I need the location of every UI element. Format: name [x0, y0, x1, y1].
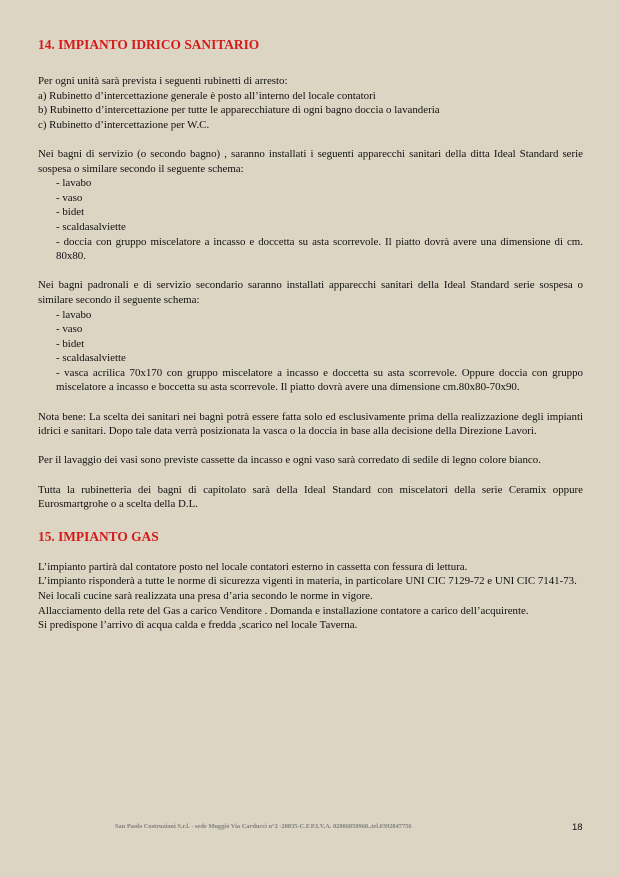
section-gas-system	[38, 528, 583, 633]
section-title-water: 14. IMPIANTO IDRICO SANITARIO	[38, 37, 260, 52]
page-number: 18	[572, 822, 583, 833]
footer-company-info: San Paolo Costruzioni S.r.l. - sede Muggiò Via Carducci n°2 -20835-C.F.P.I.V.A. 02806850968..tel.0392847756	[115, 823, 412, 830]
taps-paragraph: Tutta la rubinetteria dei bagni di capitolato sarà della Ideal Standard con miscelatori della serie Ceramix oppure Eurosmartgrohe o a scelta della D.L.	[38, 483, 583, 511]
gas-line: Nei locali cucine sarà realizzata una presa d’aria secondo le norme in vigore.	[38, 590, 373, 602]
valves-block	[38, 74, 583, 132]
list-item: - scaldasalviette	[56, 352, 126, 365]
list-item: - vaso	[56, 323, 83, 336]
page-content	[38, 36, 583, 633]
note-paragraph: Nota bene: La scelta dei sanitari nei bagni potrà essere fatta solo ed esclusivamente prima della realizzazione degli impianti idrici e sanitari. Dopo tale data verrà posizionata la vasca o la doccia in base alla decisione della Direzione Lavori.	[38, 410, 583, 438]
master-bath-block	[38, 278, 583, 395]
list-item: - scaldasalviette	[56, 220, 126, 233]
valve-item: b) Rubinetto d’intercettazione per tutte le apparecchiature di ogni bagno doccia o lavanderia	[38, 104, 440, 117]
gas-line: Si predispone l’arrivo di acqua calda e fredda ,scarico nel locale Taverna.	[38, 619, 358, 632]
gas-line: L’impianto partirà dal contatore posto nel locale contatori esterno in cassetta con fessura di lettura.	[38, 560, 468, 573]
service-bath-list	[38, 176, 583, 264]
valves-intro: Per ogni unità sarà prevista i seguenti rubinetti di arresto:	[38, 75, 288, 87]
gas-line: Allacciamento della rete del Gas a carico Venditore . Domanda e installazione contatore a carico dell’acquirente.	[38, 604, 529, 617]
toilets-paragraph: Per il lavaggio dei vasi sono previste cassette da incasso e ogni vaso sarà corredato di sedile di legno colore bianco.	[38, 454, 541, 467]
master-bath-list	[38, 308, 583, 396]
list-item: - bidet	[56, 206, 85, 219]
section-title-gas: 15. IMPIANTO GAS	[38, 528, 159, 544]
valve-item: a) Rubinetto d’intercettazione generale è posto all’interno del locale contatori	[38, 89, 376, 102]
section-water-system	[38, 36, 583, 512]
list-item: - doccia con gruppo miscelatore a incasso e doccetta su asta scorrevole. Il piatto dovrà avere una dimensione di cm. 80x80.	[56, 235, 583, 263]
master-bath-intro: Nei bagni padronali e di servizio secondario saranno installati apparecchi sanitari della Ideal Standard serie sospesa o similare secondo il seguente schema:	[38, 279, 583, 306]
valve-item: c) Rubinetto d’intercettazione per W.C.	[38, 118, 210, 131]
service-bath-block	[38, 147, 583, 264]
list-item: - lavabo	[56, 177, 92, 190]
gas-line: L’impianto risponderà a tutte le norme di sicurezza vigenti in materia, in particolare UNI CIC 7129-72 e UNI CIC 7141-73.	[38, 575, 577, 588]
list-item: - vasca acrilica 70x170 con gruppo miscelatore a incasso e doccetta su asta scorrevole. Oppure doccia con gruppo miscelatore a incasso e boccetta su asta scorrevole. Il piatto dovrà avere una dimensione cm.80x80-70x90.	[56, 366, 583, 394]
list-item: - bidet	[56, 337, 85, 350]
list-item: - vaso	[56, 191, 83, 204]
page-footer	[0, 823, 620, 835]
service-bath-intro: Nei bagni di servizio (o secondo bagno) , saranno installati i seguenti apparecchi sanitari della ditta Ideal Standard serie sospesa o similare secondo il seguente schema:	[38, 147, 583, 175]
list-item: - lavabo	[56, 308, 92, 321]
